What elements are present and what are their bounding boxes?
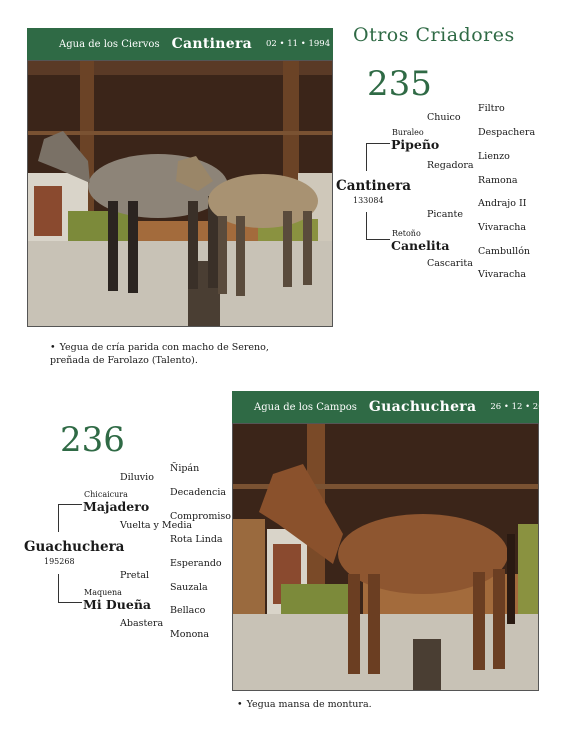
pedigree-connector — [58, 574, 59, 602]
horse-photo-guachuchera — [232, 423, 539, 691]
sire-name: Majadero — [83, 499, 150, 514]
ancestor-name: Pretal — [120, 570, 150, 581]
horse-description: • Yegua de cría parida con macho de Sereno, preñada de Farolazo (Talento). — [50, 342, 269, 366]
ancestor-name: Ñipán — [170, 463, 200, 474]
ancestor-name: Andrajo II — [478, 198, 527, 209]
ancestor-name: Vivaracha — [478, 222, 527, 233]
pedigree-connector — [366, 212, 367, 239]
birth-date: 02 • 11 • 1994 — [266, 39, 331, 49]
ancestor-name: Esperando — [170, 558, 222, 569]
pedigree-horse-name: Cantinera — [336, 178, 411, 194]
sire-name: Pipeño — [391, 137, 440, 152]
breeder-name: Agua de los Ciervos — [59, 38, 160, 50]
bullet-icon: • — [50, 342, 56, 353]
ancestor-name: Despachera — [478, 127, 536, 138]
ancestor-name: Vivaracha — [478, 269, 527, 280]
ancestor-name: Monona — [170, 629, 210, 640]
horse-banner-guachuchera — [232, 391, 555, 423]
horse-photo-cantinera — [27, 60, 333, 327]
grandsire-name: Retoño — [392, 229, 421, 238]
registration-number: 133084 — [353, 196, 384, 205]
pedigree-connector — [58, 602, 82, 603]
horse-banner-cantinera — [27, 28, 333, 60]
ancestor-name: Abastera — [120, 618, 164, 629]
bullet-icon: • — [237, 699, 243, 710]
pedigree-connector — [366, 143, 390, 144]
ancestor-name: Sauzala — [170, 582, 208, 593]
ancestor-name: Compromiso — [170, 511, 231, 522]
pedigree-connector — [58, 504, 82, 505]
ancestor-name: Cambullón — [478, 246, 531, 257]
pedigree-connector — [366, 239, 390, 240]
horse-name-title: Guachuchera — [368, 399, 477, 415]
ancestor-name: Decadencia — [170, 487, 227, 498]
ancestor-name: Cascarita — [427, 258, 473, 269]
pedigree-connector — [58, 504, 59, 532]
ancestor-name: Filtro — [478, 103, 505, 114]
ancestor-name: Picante — [427, 209, 463, 220]
dam-name: Mi Dueña — [83, 597, 152, 612]
pedigree-connector — [366, 143, 367, 171]
dam-name: Canelita — [391, 238, 450, 253]
ancestor-name: Lienzo — [478, 151, 510, 162]
ancestor-name: Regadora — [427, 160, 474, 171]
ancestor-name: Vuelta y Media — [120, 520, 193, 531]
grandsire-name: Chicaicura — [84, 490, 128, 499]
grandsire-name: Maquena — [84, 588, 122, 597]
horse-name-title: Cantinera — [171, 36, 253, 52]
breeder-name: Agua de los Campos — [254, 401, 357, 413]
registration-number: 195268 — [44, 557, 75, 566]
ancestor-name: Chuico — [427, 112, 461, 123]
lot-number: 235 — [367, 64, 432, 104]
pedigree-horse-name: Guachuchera — [24, 539, 125, 555]
lot-number: 236 — [60, 420, 125, 460]
section-heading: Otros Criadores — [353, 24, 515, 46]
ancestor-name: Bellaco — [170, 605, 206, 616]
horse-description: • Yegua mansa de montura. — [237, 699, 372, 710]
grandsire-name: Buraleo — [392, 128, 424, 137]
ancestor-name: Diluvio — [120, 472, 154, 483]
ancestor-name: Ramona — [478, 175, 518, 186]
birth-date: 26 • 12 • 2006 — [490, 402, 555, 412]
ancestor-name: Rota Linda — [170, 534, 223, 545]
